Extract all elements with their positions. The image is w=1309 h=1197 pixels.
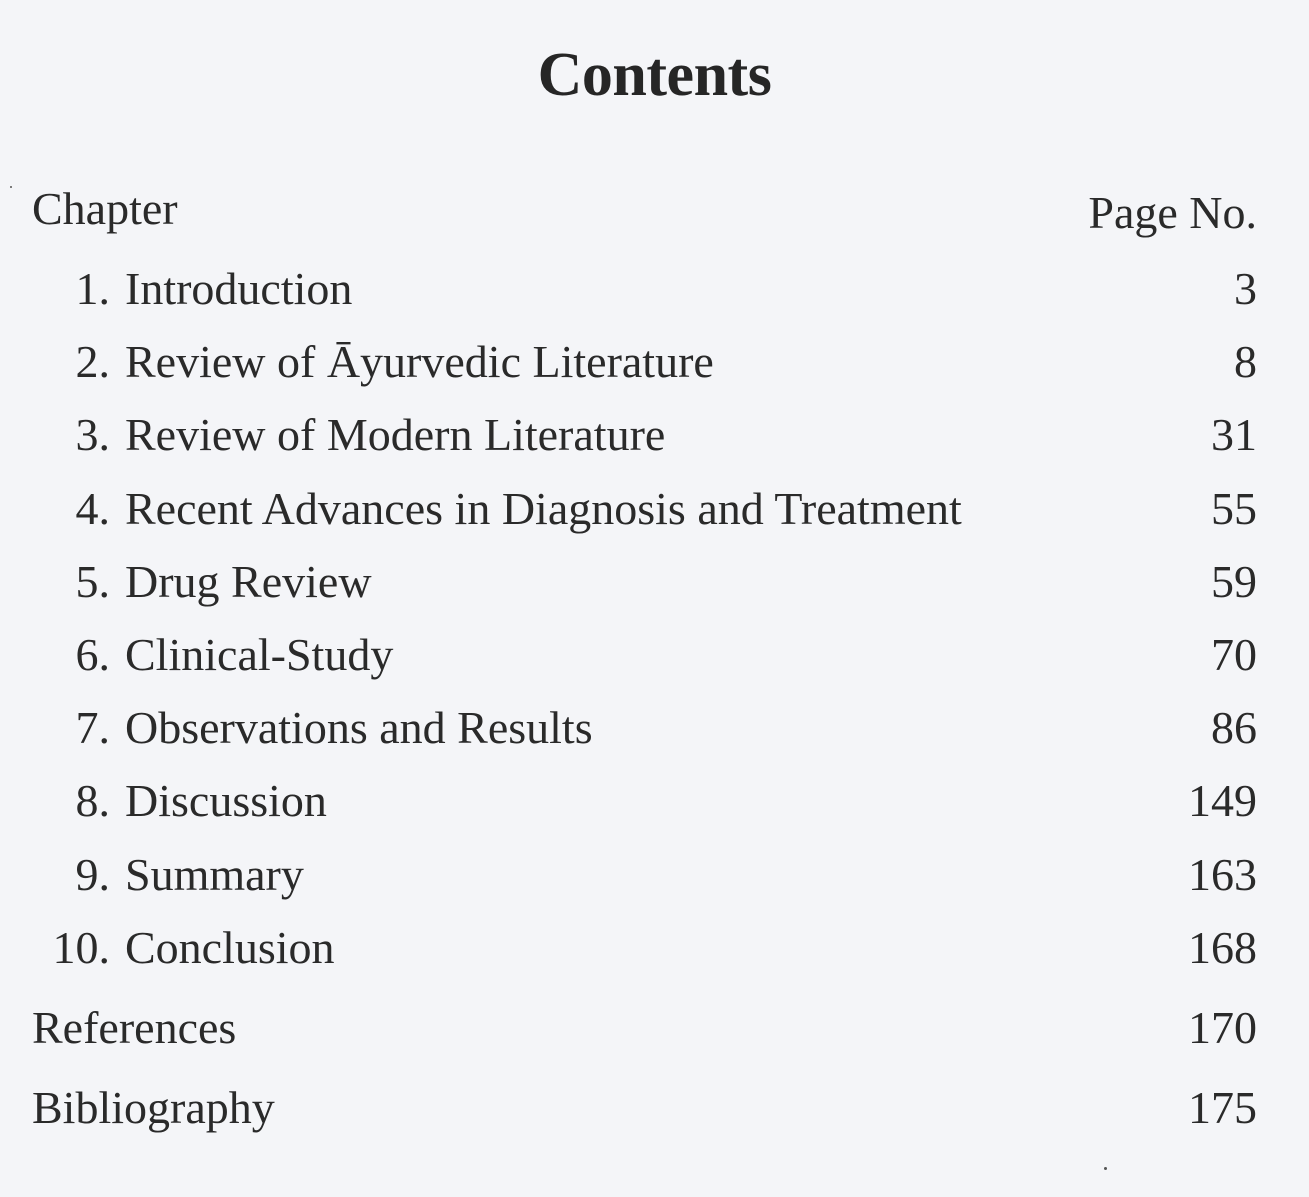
chapter-title: Review of Āyurvedic Literature <box>125 336 714 387</box>
chapter-number: 8. <box>75 775 110 826</box>
page-column-label: Page No. <box>1088 187 1257 238</box>
scan-speck <box>1104 1167 1107 1170</box>
page-number: 168 <box>1188 922 1257 973</box>
chapter-number: 3. <box>75 409 110 460</box>
chapter-column-label: Chapter <box>32 183 178 234</box>
back-matter-entry <box>0 1001 1309 1063</box>
chapter-number: 4. <box>75 483 110 534</box>
page-number: 163 <box>1188 849 1257 900</box>
page-number: 3 <box>1234 263 1257 314</box>
chapter-title: Drug Review <box>125 556 372 607</box>
chapter-title: Discussion <box>125 775 327 826</box>
chapter-number: 9. <box>75 849 110 900</box>
page-number: 70 <box>1211 629 1257 680</box>
back-matter-entry <box>0 1081 1309 1143</box>
back-matter-title: Bibliography <box>32 1082 275 1133</box>
toc-entry <box>0 335 1309 397</box>
chapter-title: Observations and Results <box>125 702 593 753</box>
chapter-title: Introduction <box>125 263 353 314</box>
toc-entry <box>0 262 1309 324</box>
chapter-title: Recent Advances in Diagnosis and Treatment <box>125 483 962 534</box>
chapter-title: Conclusion <box>125 922 335 973</box>
chapter-number: 10. <box>52 922 110 973</box>
toc-entry <box>0 555 1309 617</box>
page-number: 175 <box>1188 1082 1257 1133</box>
toc-entry <box>0 701 1309 763</box>
page-number: 149 <box>1188 775 1257 826</box>
column-header-row <box>32 182 1257 242</box>
toc-entry <box>0 848 1309 910</box>
chapter-number: 5. <box>75 556 110 607</box>
page-number: 55 <box>1211 483 1257 534</box>
page-number: 8 <box>1234 336 1257 387</box>
toc-entry <box>0 628 1309 690</box>
page-number: 31 <box>1211 409 1257 460</box>
chapter-title: Summary <box>125 849 304 900</box>
chapter-number: 7. <box>75 702 110 753</box>
page-number: 86 <box>1211 702 1257 753</box>
chapter-number: 1. <box>75 263 110 314</box>
page-title: Contents <box>537 41 772 109</box>
page-number: 59 <box>1211 556 1257 607</box>
toc-entry <box>0 482 1309 544</box>
back-matter-title: References <box>32 1002 237 1053</box>
chapter-number: 2. <box>75 336 110 387</box>
page-number: 170 <box>1188 1002 1257 1053</box>
toc-entry <box>0 921 1309 983</box>
scan-speck <box>10 186 12 188</box>
toc-entry <box>0 408 1309 470</box>
chapter-number: 6. <box>75 629 110 680</box>
chapter-title: Clinical-Study <box>125 629 394 680</box>
chapter-title: Review of Modern Literature <box>125 409 666 460</box>
toc-entry <box>0 774 1309 836</box>
